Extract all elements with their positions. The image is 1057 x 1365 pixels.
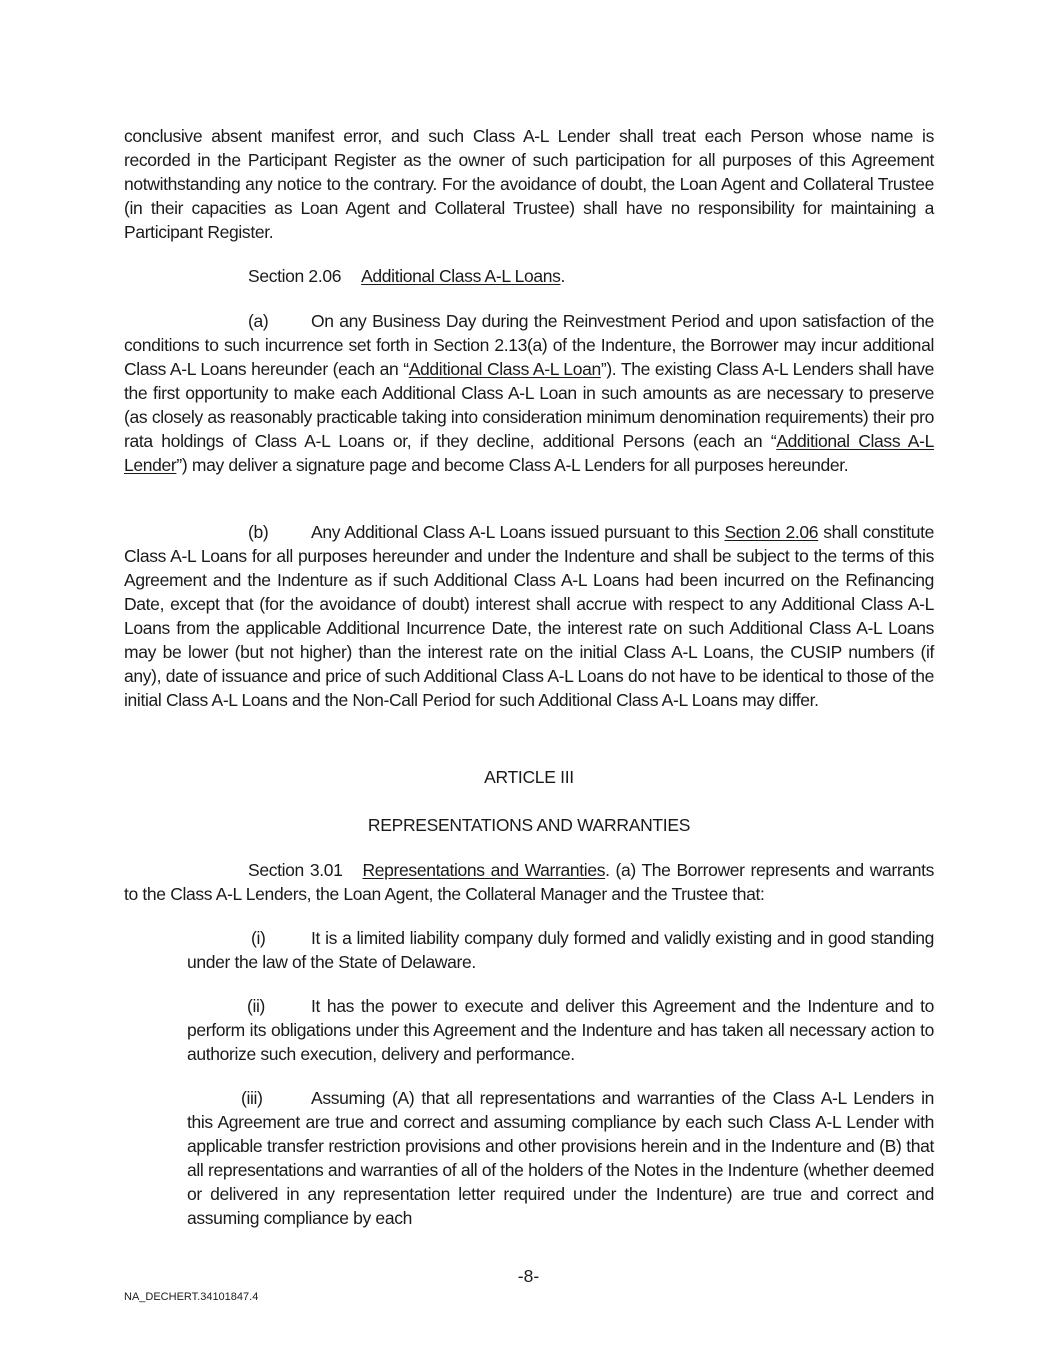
paragraph-text: conclusive absent manifest error, and such Class A-L Lender shall treat each Person whose name is recorded in the Participant Register as the owner of such participation for all purposes of this Agreement notwithstanding any notice to the contrary. For the avoidance of doubt, the Loan Agent and Collateral Trustee (in their capacities as Loan Agent and Collateral Trustee) shall have no responsibility for maintaining a Participant Register. — [124, 126, 934, 242]
section-2-06-paragraph-a: (a) On any Business Day during the Reinvestment Period and upon satisfaction of the conditions to such incurrence set forth in Section 2.13(a) of the Indenture, the Borrower may incur additional Class A-L Loans hereunder (each an “Additional Class A-L Loan”). The existing Class A-L Lenders shall have the first opportunity to make each Additional Class A-L Loan in such amounts as are necessary to preserve (as closely as reasonably practicable taking into consideration minimum denomination requirements) their pro rata holdings of Class A-L Loans or, if they decline, additional Persons (each an “Additional Class A-L Lender”) may deliver a signature page and become Class A-L Lenders for all purposes hereunder. — [124, 311, 934, 475]
paragraph-label: (b) — [248, 522, 269, 542]
list-item-iii: (iii) Assuming (A) that all representations and warranties of the Class A-L Lenders in this Agreement are true and correct and assuming compliance by each such Class A-L Lender with applicable transfer restriction provisions and other provisions herein and in the Indenture and (B) that all representations and warranties of all of the holders of the Notes in the Indenture (whether deemed or delivered in any representation letter required under the Indenture) are true and correct and assuming compliance by each — [187, 1088, 934, 1228]
page-number: -8- — [517, 1266, 540, 1286]
section-2-06-heading: Section 2.06 Additional Class A-L Loans. — [248, 266, 566, 286]
defined-term: Additional Class A-L Lender — [124, 431, 934, 475]
section-number: Section 2.06 — [248, 266, 342, 286]
article-title: REPRESENTATIONS AND WARRANTIES — [367, 815, 691, 835]
item-label: (ii) — [247, 996, 266, 1016]
list-item-ii: (ii) It has the power to execute and deliver this Agreement and the Indenture and to perform its obligations under this Agreement and the Indenture and has taken all necessary action to authorize such execution, delivery and performance. — [187, 996, 934, 1064]
section-3-01-paragraph: Section 3.01 Representations and Warranties. (a) The Borrower represents and warrants to the Class A-L Lenders, the Loan Agent, the Collateral Manager and the Trustee that: — [124, 860, 934, 904]
section-title: Representations and Warranties — [362, 860, 606, 880]
defined-term: Additional Class A-L Loan — [408, 359, 601, 379]
section-title: Additional Class A-L Loans — [361, 266, 561, 286]
document-id: NA_DECHERT.34101847.4 — [124, 1291, 259, 1303]
section-2-06-paragraph-b: (b) Any Additional Class A-L Loans issued pursuant to this Section 2.06 shall constitute Class A-L Loans for all purposes hereunder and under the Indenture and shall be subject to the terms of this Agreement and the Indenture as if such Additional Class A-L Loans had been incurred on the Refinancing Date, except that (for the avoidance of doubt) interest shall accrue with respect to any Additional Class A-L Loans from the applicable Additional Incurrence Date, the interest rate on such Additional Class A-L Loans may be lower (but not higher) than the interest rate on the initial Class A-L Loans, the CUSIP numbers (if any), date of issuance and price of such Additional Class A-L Loans do not have to be identical to those of the initial Class A-L Loans and the Non-Call Period for such Additional Class A-L Loans may differ. — [124, 522, 935, 710]
list-item-i: (i) It is a limited liability company duly formed and validly existing and in good standing under the law of the State of Delaware. — [187, 928, 934, 972]
paragraph-label: (a) — [248, 311, 269, 331]
article-heading: ARTICLE III — [484, 767, 574, 787]
section-number: Section 3.01 — [248, 860, 343, 880]
item-label: (i) — [251, 928, 266, 948]
cross-reference: Section 2.06 — [724, 522, 819, 542]
item-label: (iii) — [241, 1088, 263, 1108]
paragraph-participant-register — [124, 124, 934, 244]
